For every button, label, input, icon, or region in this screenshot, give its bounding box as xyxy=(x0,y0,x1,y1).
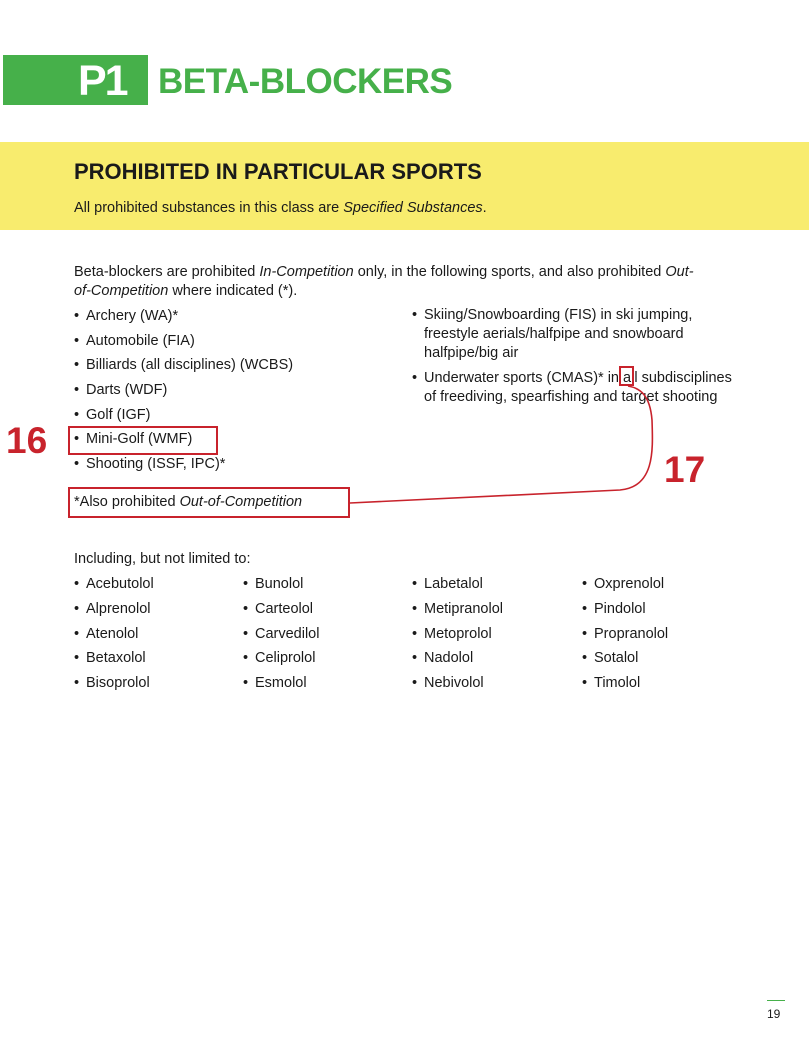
drug-item: • Metipranolol xyxy=(412,599,503,624)
drug-item: • Atenolol xyxy=(74,624,154,649)
sport-item: • Billiards (all disciplines) (WCBS) xyxy=(74,355,293,380)
drug-column xyxy=(243,574,319,698)
drug-item: • Propranolol xyxy=(582,624,668,649)
section-title: PROHIBITED IN PARTICULAR SPORTS xyxy=(74,159,482,184)
sport-item: • Darts (WDF) xyxy=(74,380,293,405)
footnote: *Also prohibited Out-of-Competition xyxy=(74,494,303,510)
highlight-box-asterisk xyxy=(619,366,634,386)
drug-item: • Esmolol xyxy=(243,673,319,698)
drug-item: • Alprenolol xyxy=(74,599,154,624)
sport-item: • Underwater sports (CMAS)* in all subdisciplines of freediving, spearfishing and target shooting xyxy=(412,369,742,407)
annotation-marker: 16 xyxy=(6,420,48,461)
sport-item: • Automobile (FIA) xyxy=(74,331,293,356)
drug-item: • Acebutolol xyxy=(74,574,154,599)
including-label: Including, but not limited to: xyxy=(74,551,251,567)
drug-item: • Carteolol xyxy=(243,599,319,624)
sport-item: • Archery (WA)* xyxy=(74,306,293,331)
page-number: 19 xyxy=(767,1007,781,1021)
sports-list-right xyxy=(412,306,742,413)
highlight-box-footnote xyxy=(68,487,350,518)
drug-item: • Nebivolol xyxy=(412,673,503,698)
drug-item: • Betaxolol xyxy=(74,648,154,673)
drug-item: • Nadolol xyxy=(412,648,503,673)
class-title: BETA-BLOCKERS xyxy=(158,62,453,101)
drug-column xyxy=(412,574,503,698)
drug-item: • Labetalol xyxy=(412,574,503,599)
sport-item: • Mini-Golf (WMF) xyxy=(74,429,293,454)
drug-item: • Timolol xyxy=(582,673,668,698)
page-number-rule xyxy=(767,1000,785,1001)
class-code: P1 xyxy=(78,57,127,105)
drug-item: • Carvedilol xyxy=(243,624,319,649)
sport-item: • Shooting (ISSF, IPC)* xyxy=(74,454,293,479)
drug-item: • Bunolol xyxy=(243,574,319,599)
drug-column xyxy=(74,574,154,698)
highlight-box-minigolf xyxy=(68,426,218,455)
sport-item: • Skiing/Snowboarding (FIS) in ski jumping, freestyle aerials/halfpipe and snowboard halfpipe/big air xyxy=(412,306,742,363)
intro-paragraph: Beta-blockers are prohibited In-Competition only, in the following sports, and also prohibited Out-of-Competition where indicated (*). xyxy=(74,264,694,299)
drug-item: • Bisoprolol xyxy=(74,673,154,698)
drug-item: • Oxprenolol xyxy=(582,574,668,599)
drug-item: • Celiprolol xyxy=(243,648,319,673)
annotation-marker: 17 xyxy=(664,449,706,490)
drug-item: • Pindolol xyxy=(582,599,668,624)
section-subtitle: All prohibited substances in this class are Specified Substances. xyxy=(74,200,487,216)
drug-column xyxy=(582,574,668,698)
drug-item: • Metoprolol xyxy=(412,624,503,649)
drug-item: • Sotalol xyxy=(582,648,668,673)
sport-item: • Golf (IGF) xyxy=(74,405,293,430)
